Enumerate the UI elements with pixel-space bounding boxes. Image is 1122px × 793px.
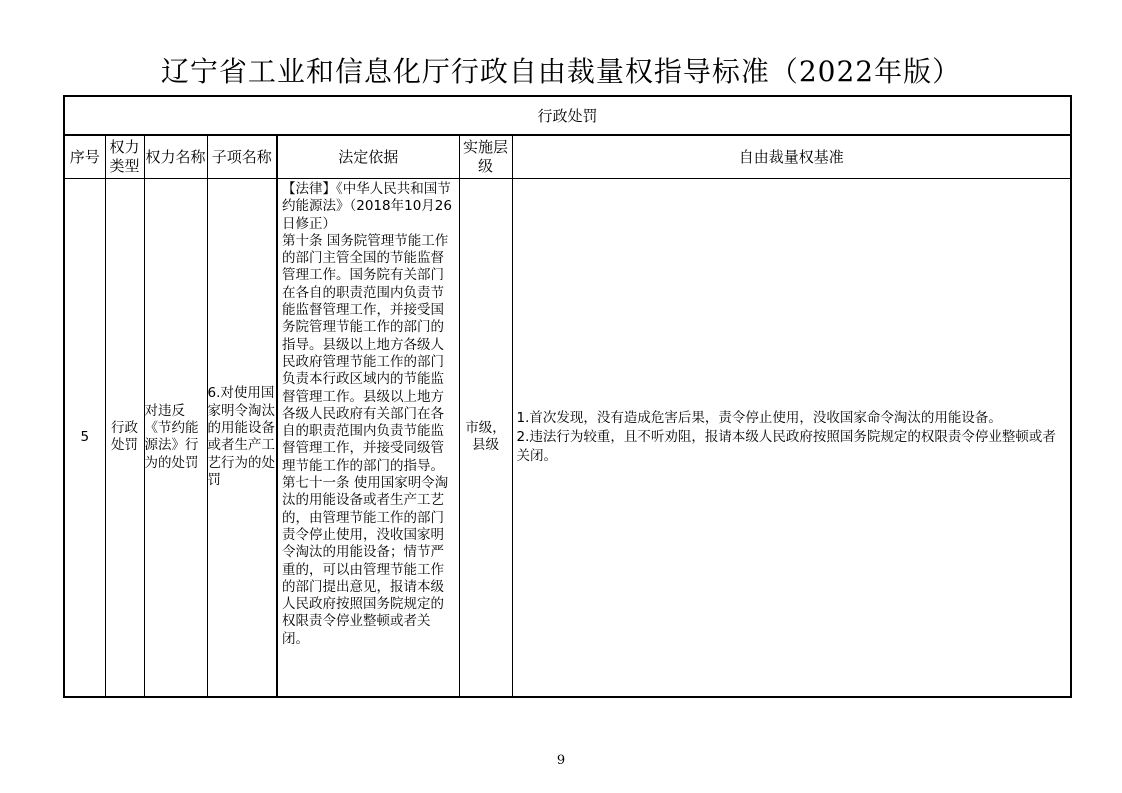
row-legal-basis — [277, 179, 459, 697]
standard-item-2: 2.违法行为较重，且不听劝阻，报请本级人民政府按照国务院规定的权限责令停业整顿或者关闭。 — [516, 428, 1056, 464]
standard-item-1: 1.首次发现，没有造成危害后果，责令停止使用，没收国家命令淘汰的用能设备。 — [516, 409, 1002, 426]
header-sub: 子项名称 — [207, 135, 277, 179]
row-sub-item: 6.对使用国家明令淘汰的用能设备或者生产工艺行为的处罚 — [207, 179, 277, 697]
legal-basis-law: 【法律】《中华人民共和国节约能源法》（2018年10月26日修正） — [282, 181, 452, 232]
row-power-name: 对违反《节约能源法》行为的处罚 — [144, 179, 207, 697]
header-basis: 法定依据 — [277, 135, 459, 179]
page-number: 9 — [556, 753, 566, 768]
legal-basis-article-10: 第十条 国务院管理节能工作的部门主管全国的节能监督管理工作。国务院有关部门在各自的职责范围内负责节能监督管理工作，并接受国务院管理节能工作的部门的指导。县级以上地方各级人民政府管理节能工作的部门负责本行政区域内的节能监督管理工作。县级以上地方各级人民政府有关部门在各自的职责范围内负责节能监督管理工作，并接受同级管理节能工作的部门的指导。 — [282, 232, 449, 474]
table-row — [64, 179, 1071, 697]
discretion-standard-table — [63, 95, 1072, 698]
legal-basis-article-71: 第七十一条 使用国家明令淘汰的用能设备或者生产工艺的，由管理节能工作的部门责令停止使用，没收国家明令淘汰的用能设备；情节严重的，可以由管理节能工作的部门提出意见，报请本级人民政府按照国务院规定的权限责令停业整顿或者关闭。 — [282, 475, 449, 647]
row-level: 市级，县级 — [459, 179, 512, 697]
header-standard: 自由裁量权基准 — [512, 135, 1071, 179]
header-row — [64, 135, 1071, 179]
section-header: 行政处罚 — [64, 96, 1071, 135]
row-power-type: 行政处罚 — [105, 179, 144, 697]
header-type: 权力类型 — [105, 135, 144, 179]
header-name: 权力名称 — [144, 135, 207, 179]
row-no: 5 — [64, 179, 105, 697]
header-no: 序号 — [64, 135, 105, 179]
header-level: 实施层级 — [459, 135, 512, 179]
row-discretion-standard — [512, 179, 1071, 697]
document-title: 辽宁省工业和信息化厅行政自由裁量权指导标准（2022年版） — [160, 55, 962, 88]
